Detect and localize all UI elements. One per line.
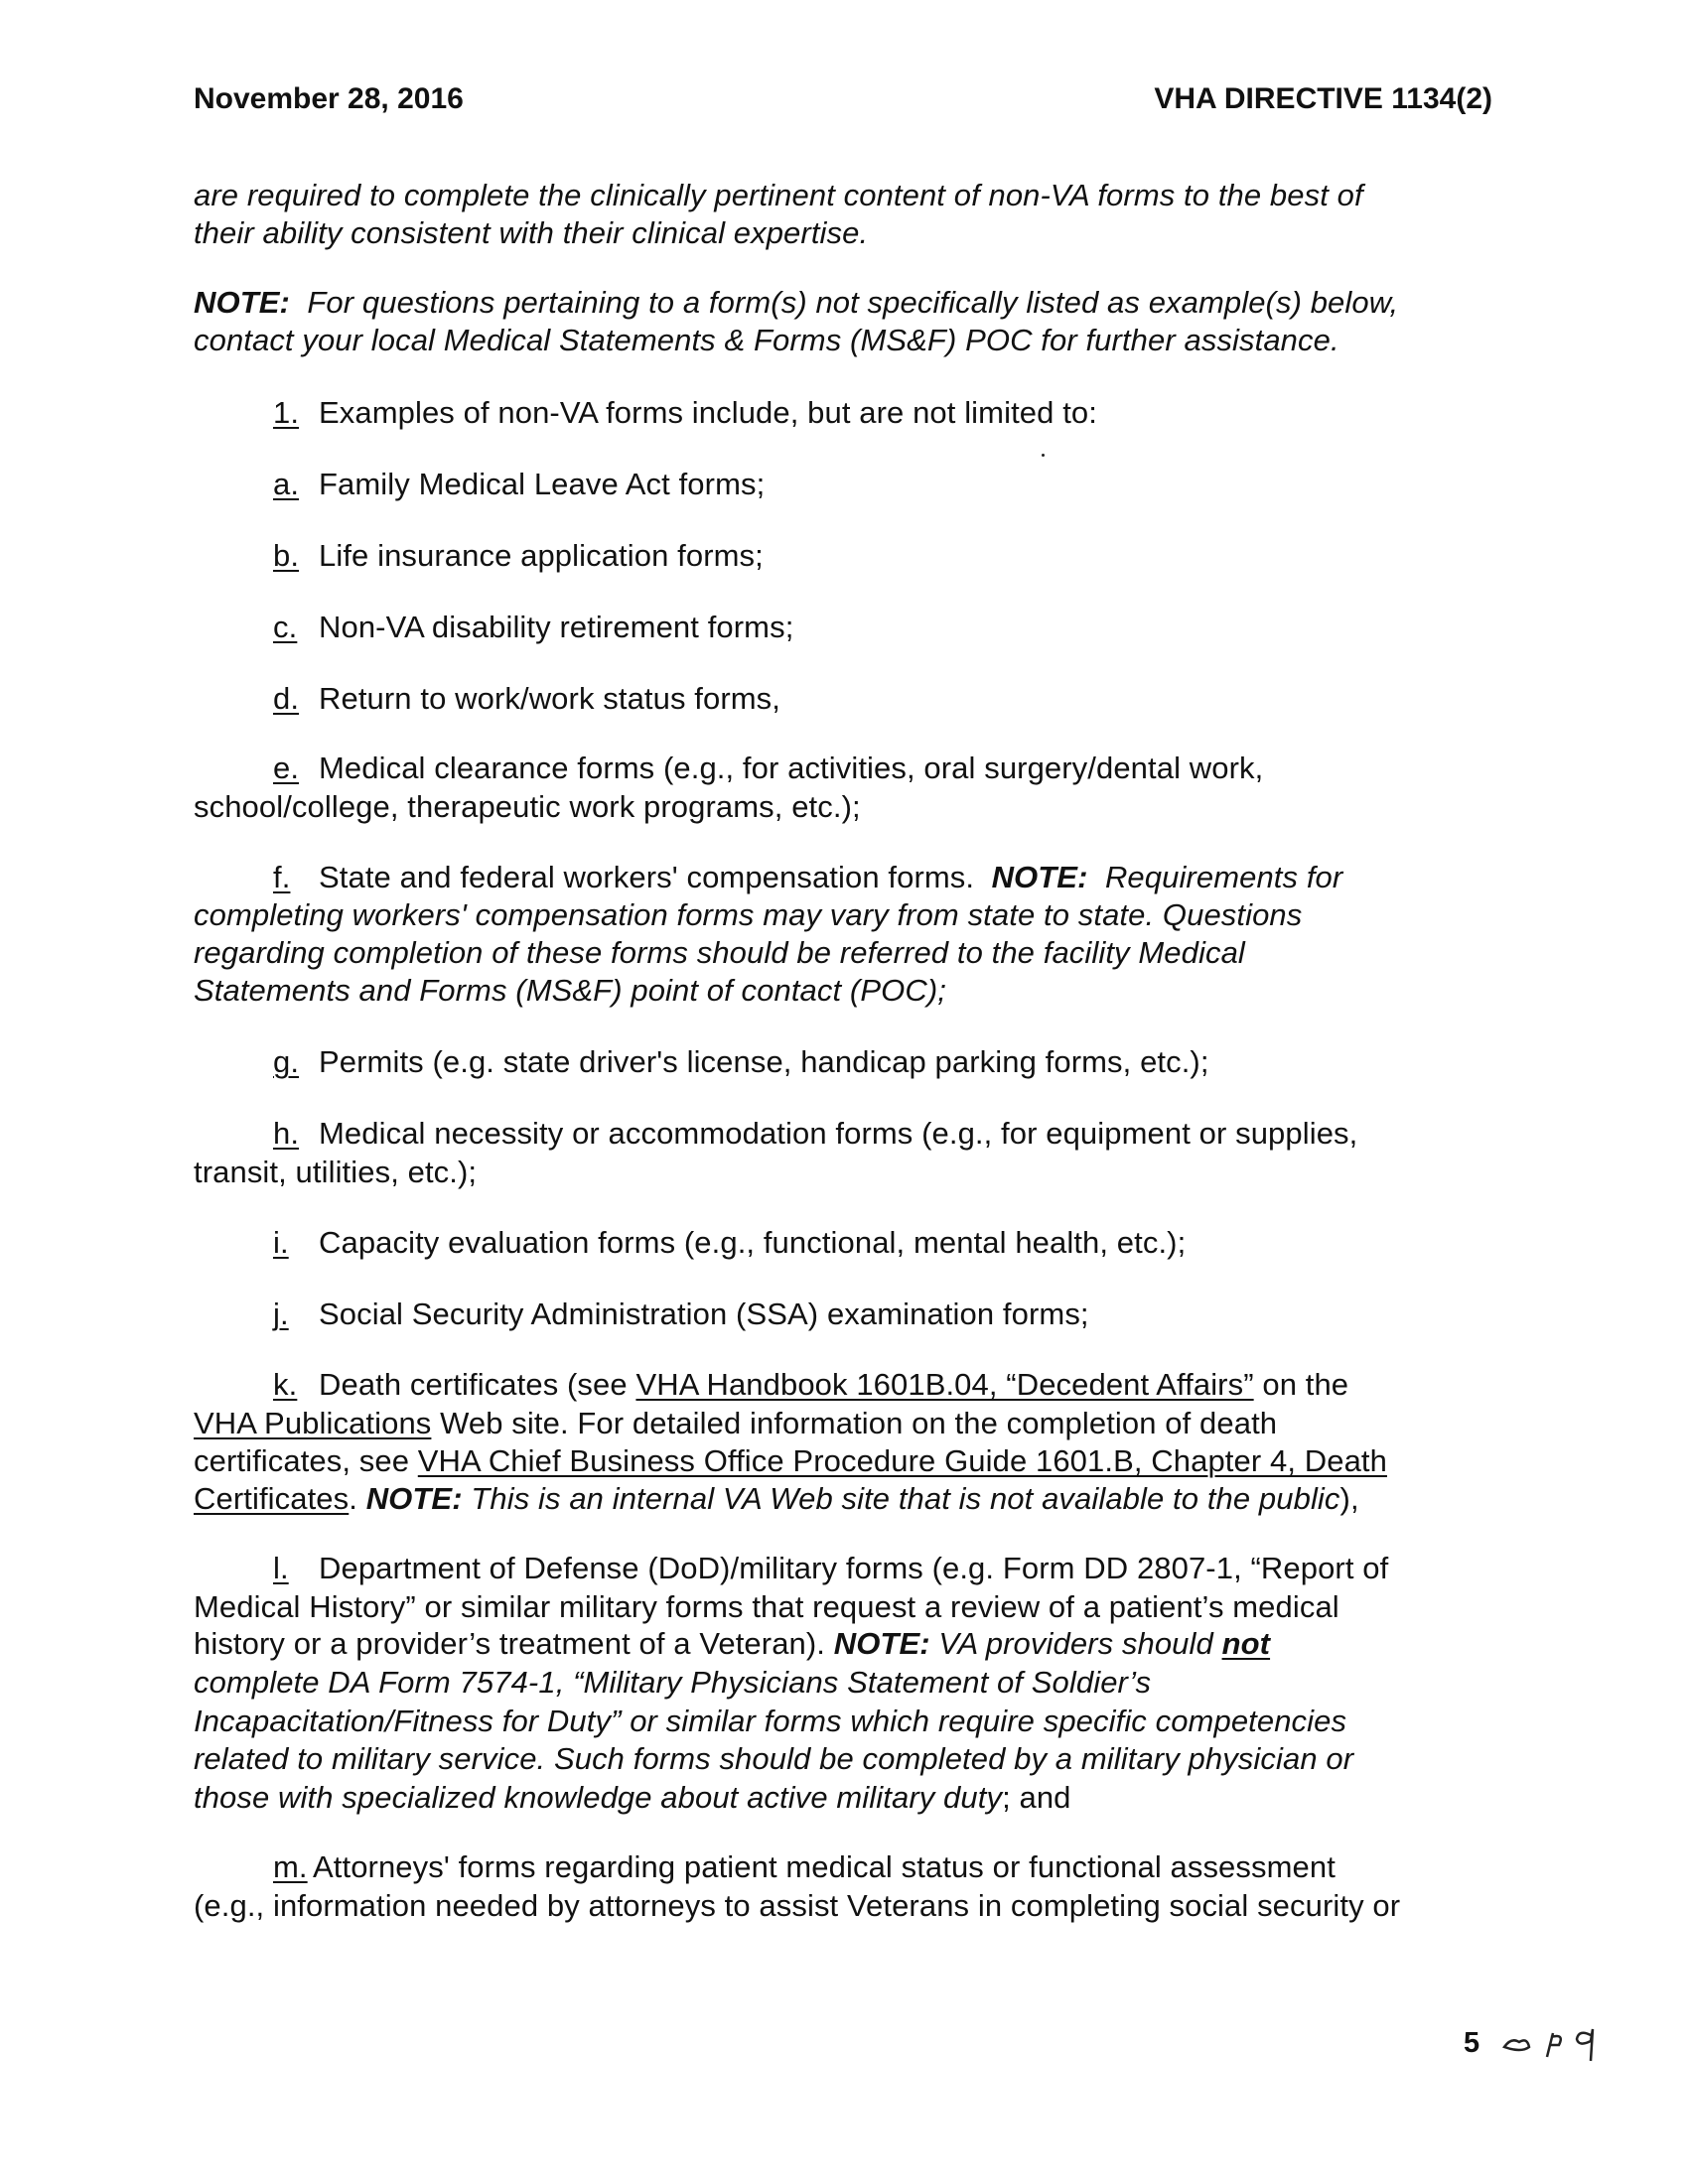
- list-item-l-line-7: [194, 1779, 1071, 1817]
- section-marker: 1.: [273, 395, 300, 430]
- item-text: on the: [1253, 1367, 1349, 1402]
- list-item-d: [273, 680, 780, 718]
- list-item-f-line-3: regarding completion of these forms should be referred to the facility Medical: [194, 935, 1245, 970]
- item-marker: j.: [273, 1297, 289, 1331]
- list-item-f-line-4: Statements and Forms (MS&F) point of contact (POC);: [194, 973, 946, 1008]
- list-item-j: [273, 1296, 1089, 1333]
- list-item-c: [273, 609, 793, 646]
- item-text: .: [349, 1481, 366, 1516]
- note-text: For questions pertaining to a form(s) not specifically listed as example(s) below,: [307, 285, 1399, 320]
- list-item-l-line-3: [194, 1625, 1270, 1663]
- item-text: State and federal workers' compensation forms.: [319, 860, 975, 894]
- item-text: Medical clearance forms (e.g., for activities, oral surgery/dental work,: [319, 751, 1264, 785]
- handwritten-of-9-annotation-icon: [1499, 2015, 1609, 2065]
- list-item-l: [273, 1550, 1388, 1587]
- list-item-i: [273, 1224, 1186, 1262]
- scan-speck: [1042, 454, 1045, 457]
- header-directive-number: VHA DIRECTIVE 1134(2): [1154, 82, 1492, 115]
- section-text: Examples of non-VA forms include, but are not limited to:: [319, 395, 1097, 430]
- section-1-heading: [273, 394, 1097, 432]
- list-item-k-line-2: [194, 1405, 1277, 1442]
- list-item-k-line-3: [194, 1442, 1387, 1480]
- item-marker: k.: [273, 1367, 298, 1402]
- list-item-k-line-4: [194, 1480, 1359, 1518]
- list-item-e: [273, 750, 1263, 787]
- emphasis-not: not: [1221, 1626, 1271, 1661]
- item-text: certificates, see: [194, 1443, 418, 1478]
- list-item-b: [273, 537, 764, 575]
- header-date: November 28, 2016: [194, 82, 464, 115]
- item-text: history or a provider’s treatment of a Veteran).: [194, 1626, 834, 1661]
- note-text: Requirements for: [1104, 860, 1343, 894]
- item-marker: i.: [273, 1225, 289, 1260]
- item-text: ),: [1339, 1481, 1359, 1516]
- list-item-f: [273, 859, 1342, 896]
- link-cbo-procedure-guide[interactable]: VHA Chief Business Office Procedure Guide 1601.B, Chapter 4, Death: [417, 1443, 1387, 1478]
- item-text: Social Security Administration (SSA) examination forms;: [319, 1297, 1089, 1331]
- list-item-e-line-2: school/college, therapeutic work programs, etc.);: [194, 789, 861, 824]
- intro-line-1: are required to complete the clinically pertinent content of non-VA forms to the best of: [194, 178, 1363, 212]
- page-number: 5: [1464, 2027, 1480, 2059]
- item-text: Family Medical Leave Act forms;: [319, 467, 766, 501]
- note-text: This is an internal VA Web site that is not available to the public: [462, 1481, 1340, 1516]
- note-line-2: contact your local Medical Statements & Forms (MS&F) POC for further assistance.: [194, 323, 1339, 357]
- note-label: NOTE:: [991, 860, 1088, 894]
- item-marker: m.: [273, 1849, 308, 1884]
- link-vha-publications[interactable]: VHA Publications: [194, 1406, 432, 1440]
- item-marker: g.: [273, 1044, 300, 1079]
- intro-line-2: their ability consistent with their clinical expertise.: [194, 215, 869, 250]
- item-text: Attorneys' forms regarding patient medical status or functional assessment: [313, 1849, 1336, 1884]
- item-text: ; and: [1002, 1780, 1071, 1815]
- item-text: Non-VA disability retirement forms;: [319, 610, 794, 644]
- list-item-l-line-2: Medical History” or similar military forms that request a review of a patient’s medical: [194, 1589, 1339, 1624]
- item-marker: f.: [273, 860, 291, 894]
- item-text: Web site. For detailed information on the completion of death: [431, 1406, 1278, 1440]
- link-vha-handbook-decedent-affairs[interactable]: VHA Handbook 1601B.04, “Decedent Affairs”: [635, 1367, 1254, 1402]
- list-item-g: [273, 1043, 1209, 1081]
- list-item-m-line-2: (e.g., information needed by attorneys to assist Veterans in completing social security or: [194, 1888, 1401, 1923]
- item-text: Capacity evaluation forms (e.g., functional, mental health, etc.);: [319, 1225, 1187, 1260]
- item-text: Permits (e.g. state driver's license, handicap parking forms, etc.);: [319, 1044, 1209, 1079]
- list-item-m: [273, 1848, 1336, 1886]
- note-label: NOTE:: [194, 285, 290, 320]
- list-item-f-line-2: completing workers' compensation forms may vary from state to state. Questions: [194, 897, 1303, 932]
- item-text: Life insurance application forms;: [319, 538, 764, 573]
- item-marker: b.: [273, 538, 300, 573]
- note-text: those with specialized knowledge about active military duty: [194, 1780, 1003, 1815]
- list-item-h: [273, 1115, 1357, 1153]
- list-item-l-line-6: related to military service. Such forms should be completed by a military physician or: [194, 1741, 1354, 1776]
- list-item-h-line-2: transit, utilities, etc.);: [194, 1155, 478, 1189]
- note-label: NOTE:: [365, 1481, 463, 1516]
- item-marker: a.: [273, 467, 300, 501]
- item-marker: e.: [273, 751, 300, 785]
- item-text: Medical necessity or accommodation forms (e.g., for equipment or supplies,: [319, 1116, 1358, 1151]
- note-label: NOTE:: [833, 1626, 930, 1661]
- note-line-1: [194, 284, 1398, 322]
- list-item-k: [273, 1366, 1348, 1404]
- item-marker: h.: [273, 1116, 300, 1151]
- list-item-l-line-5: Incapacitation/Fitness for Duty” or similar forms which require specific competencies: [194, 1704, 1347, 1738]
- link-cbo-procedure-guide-continued[interactable]: Certificates: [194, 1481, 350, 1516]
- item-text: Return to work/work status forms,: [319, 681, 780, 716]
- list-item-a: [273, 466, 765, 503]
- item-marker: d.: [273, 681, 300, 716]
- note-text: VA providers should: [929, 1626, 1222, 1661]
- item-marker: l.: [273, 1551, 289, 1585]
- item-text: Death certificates (see: [319, 1367, 636, 1402]
- item-marker: c.: [273, 610, 298, 644]
- item-text: Department of Defense (DoD)/military forms (e.g. Form DD 2807-1, “Report of: [319, 1551, 1389, 1585]
- list-item-l-line-4: complete DA Form 7574-1, “Military Physicians Statement of Soldier’s: [194, 1665, 1152, 1700]
